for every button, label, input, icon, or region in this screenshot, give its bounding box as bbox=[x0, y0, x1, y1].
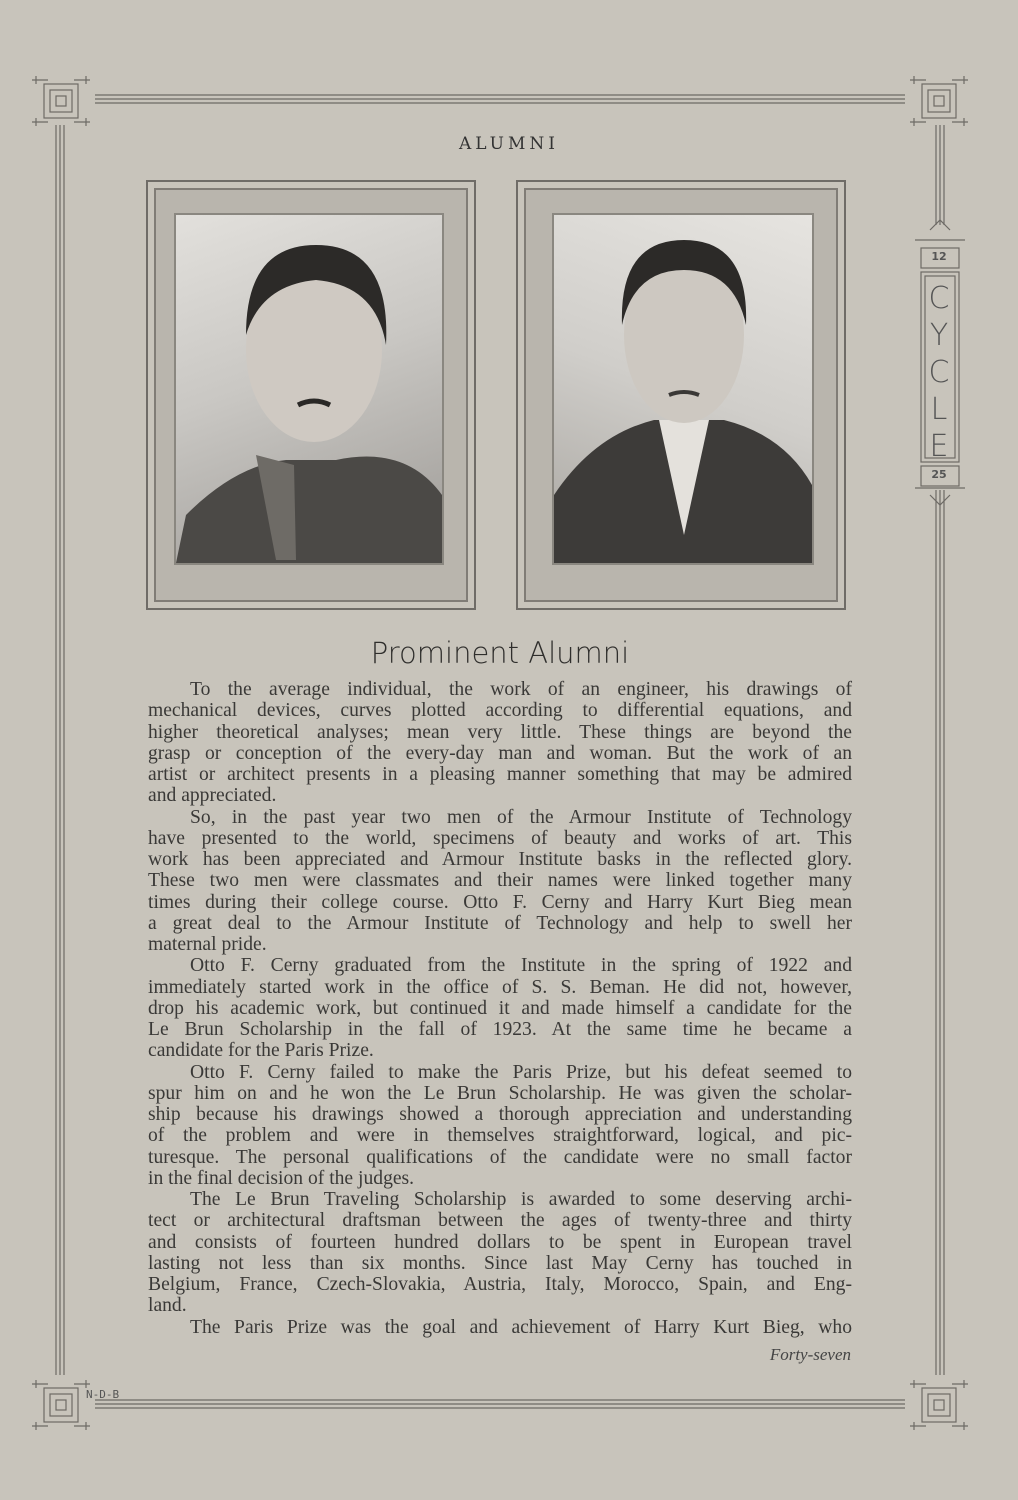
paragraph-line: Le Brun Scholarship in the fall of 1923. At the same time he became a bbox=[148, 1019, 852, 1040]
paragraph-line: The Le Brun Traveling Scholarship is awarded to some deserving archi- bbox=[190, 1189, 852, 1210]
article-body bbox=[148, 679, 852, 1338]
portrait-photo-right bbox=[552, 213, 814, 565]
banner-letter: L bbox=[930, 392, 948, 427]
paragraph-line: artist or architect presents in a pleasing manner something that may be admired bbox=[148, 764, 852, 785]
paragraph-line: Belgium, France, Czech-Slovakia, Austria, Italy, Morocco, Spain, and Eng- bbox=[148, 1274, 852, 1295]
cycle-banner-bottom bbox=[921, 468, 957, 481]
paragraph-line: Otto F. Cerny graduated from the Institute in the spring of 1922 and bbox=[190, 955, 852, 977]
paragraph-line: work has been appreciated and Armour Institute basks in the reflected glory. bbox=[148, 849, 852, 870]
paragraph-line: maternal pride. bbox=[148, 934, 267, 955]
paragraph-line: These two men were classmates and their names were linked together many bbox=[148, 870, 852, 892]
paragraph-line: times during their college course. Otto F. Cerny and Harry Kurt Bieg mean bbox=[148, 891, 852, 913]
banner-letter: C bbox=[928, 281, 950, 316]
page-number: Forty-seven bbox=[769, 1345, 851, 1364]
paragraph-line: grasp or conception of the every-day man and woman. But the work of an bbox=[148, 742, 852, 764]
artist-initials: N-D-B bbox=[86, 1388, 120, 1401]
paragraph-line: and appreciated. bbox=[148, 785, 277, 807]
banner-letter: E bbox=[929, 429, 949, 464]
paragraph-line: lasting not less than six months. Since last May Cerny has touched in bbox=[148, 1252, 852, 1274]
paragraph-line: immediately started work in the office of S. S. Beman. He did not, however, bbox=[148, 976, 852, 998]
paragraph-line: drop his academic work, but continued it and made himself a candidate for the bbox=[148, 997, 852, 1019]
article-title: Prominent Alumni bbox=[370, 636, 630, 670]
banner-year-top: 12 bbox=[931, 250, 947, 263]
banner-year-bottom: 25 bbox=[931, 468, 947, 481]
paragraph-line: higher theoretical analyses; mean very little. These things are beyond the bbox=[148, 721, 852, 743]
paragraph-line: have presented to the world, specimens of beauty and works of art. This bbox=[148, 827, 852, 849]
portrait-photo-left bbox=[174, 213, 444, 565]
cycle-banner-letters bbox=[921, 280, 957, 465]
paragraph-line: candidate for the Paris Prize. bbox=[148, 1040, 374, 1062]
portrait-right-figure bbox=[554, 215, 812, 563]
paragraph-line: The Paris Prize was the goal and achievement of Harry Kurt Bieg, who bbox=[190, 1316, 852, 1338]
paragraph-line: turesque. The personal qualifications of the candidate were no small factor bbox=[148, 1146, 852, 1168]
paragraph-line: mechanical devices, curves plotted according to differential equations, and bbox=[148, 700, 852, 722]
paragraph-line: spur him on and he won the Le Brun Scholarship. He was given the scholar- bbox=[148, 1082, 852, 1104]
cycle-banner bbox=[921, 250, 957, 263]
section-header: ALUMNI bbox=[459, 134, 559, 154]
paragraph-line: Otto F. Cerny failed to make the Paris Prize, but his defeat seemed to bbox=[190, 1061, 852, 1083]
paragraph-line: and consists of fourteen hundred dollars to be spent in European travel bbox=[148, 1231, 852, 1253]
paragraph-line: a great deal to the Armour Institute of Technology and help to swell her bbox=[148, 912, 852, 934]
paragraph-line: tect or architectural draftsman between the ages of twenty-three and thirty bbox=[148, 1210, 852, 1232]
banner-letter: C bbox=[928, 355, 950, 390]
paragraph-line: in the final decision of the judges. bbox=[148, 1167, 415, 1189]
paragraph-line: land. bbox=[148, 1295, 187, 1317]
paragraph-line: ship because his drawings showed a thorough appreciation and understanding bbox=[148, 1104, 852, 1125]
paragraph-line: To the average individual, the work of an engineer, his drawings of bbox=[190, 679, 852, 700]
portrait-left-figure bbox=[176, 215, 442, 563]
paragraph-line: So, in the past year two men of the Armour Institute of Technology bbox=[190, 806, 852, 828]
paragraph-line: of the problem and were in themselves straightforward, logical, and pic- bbox=[148, 1125, 852, 1147]
banner-letter: Y bbox=[929, 318, 949, 353]
